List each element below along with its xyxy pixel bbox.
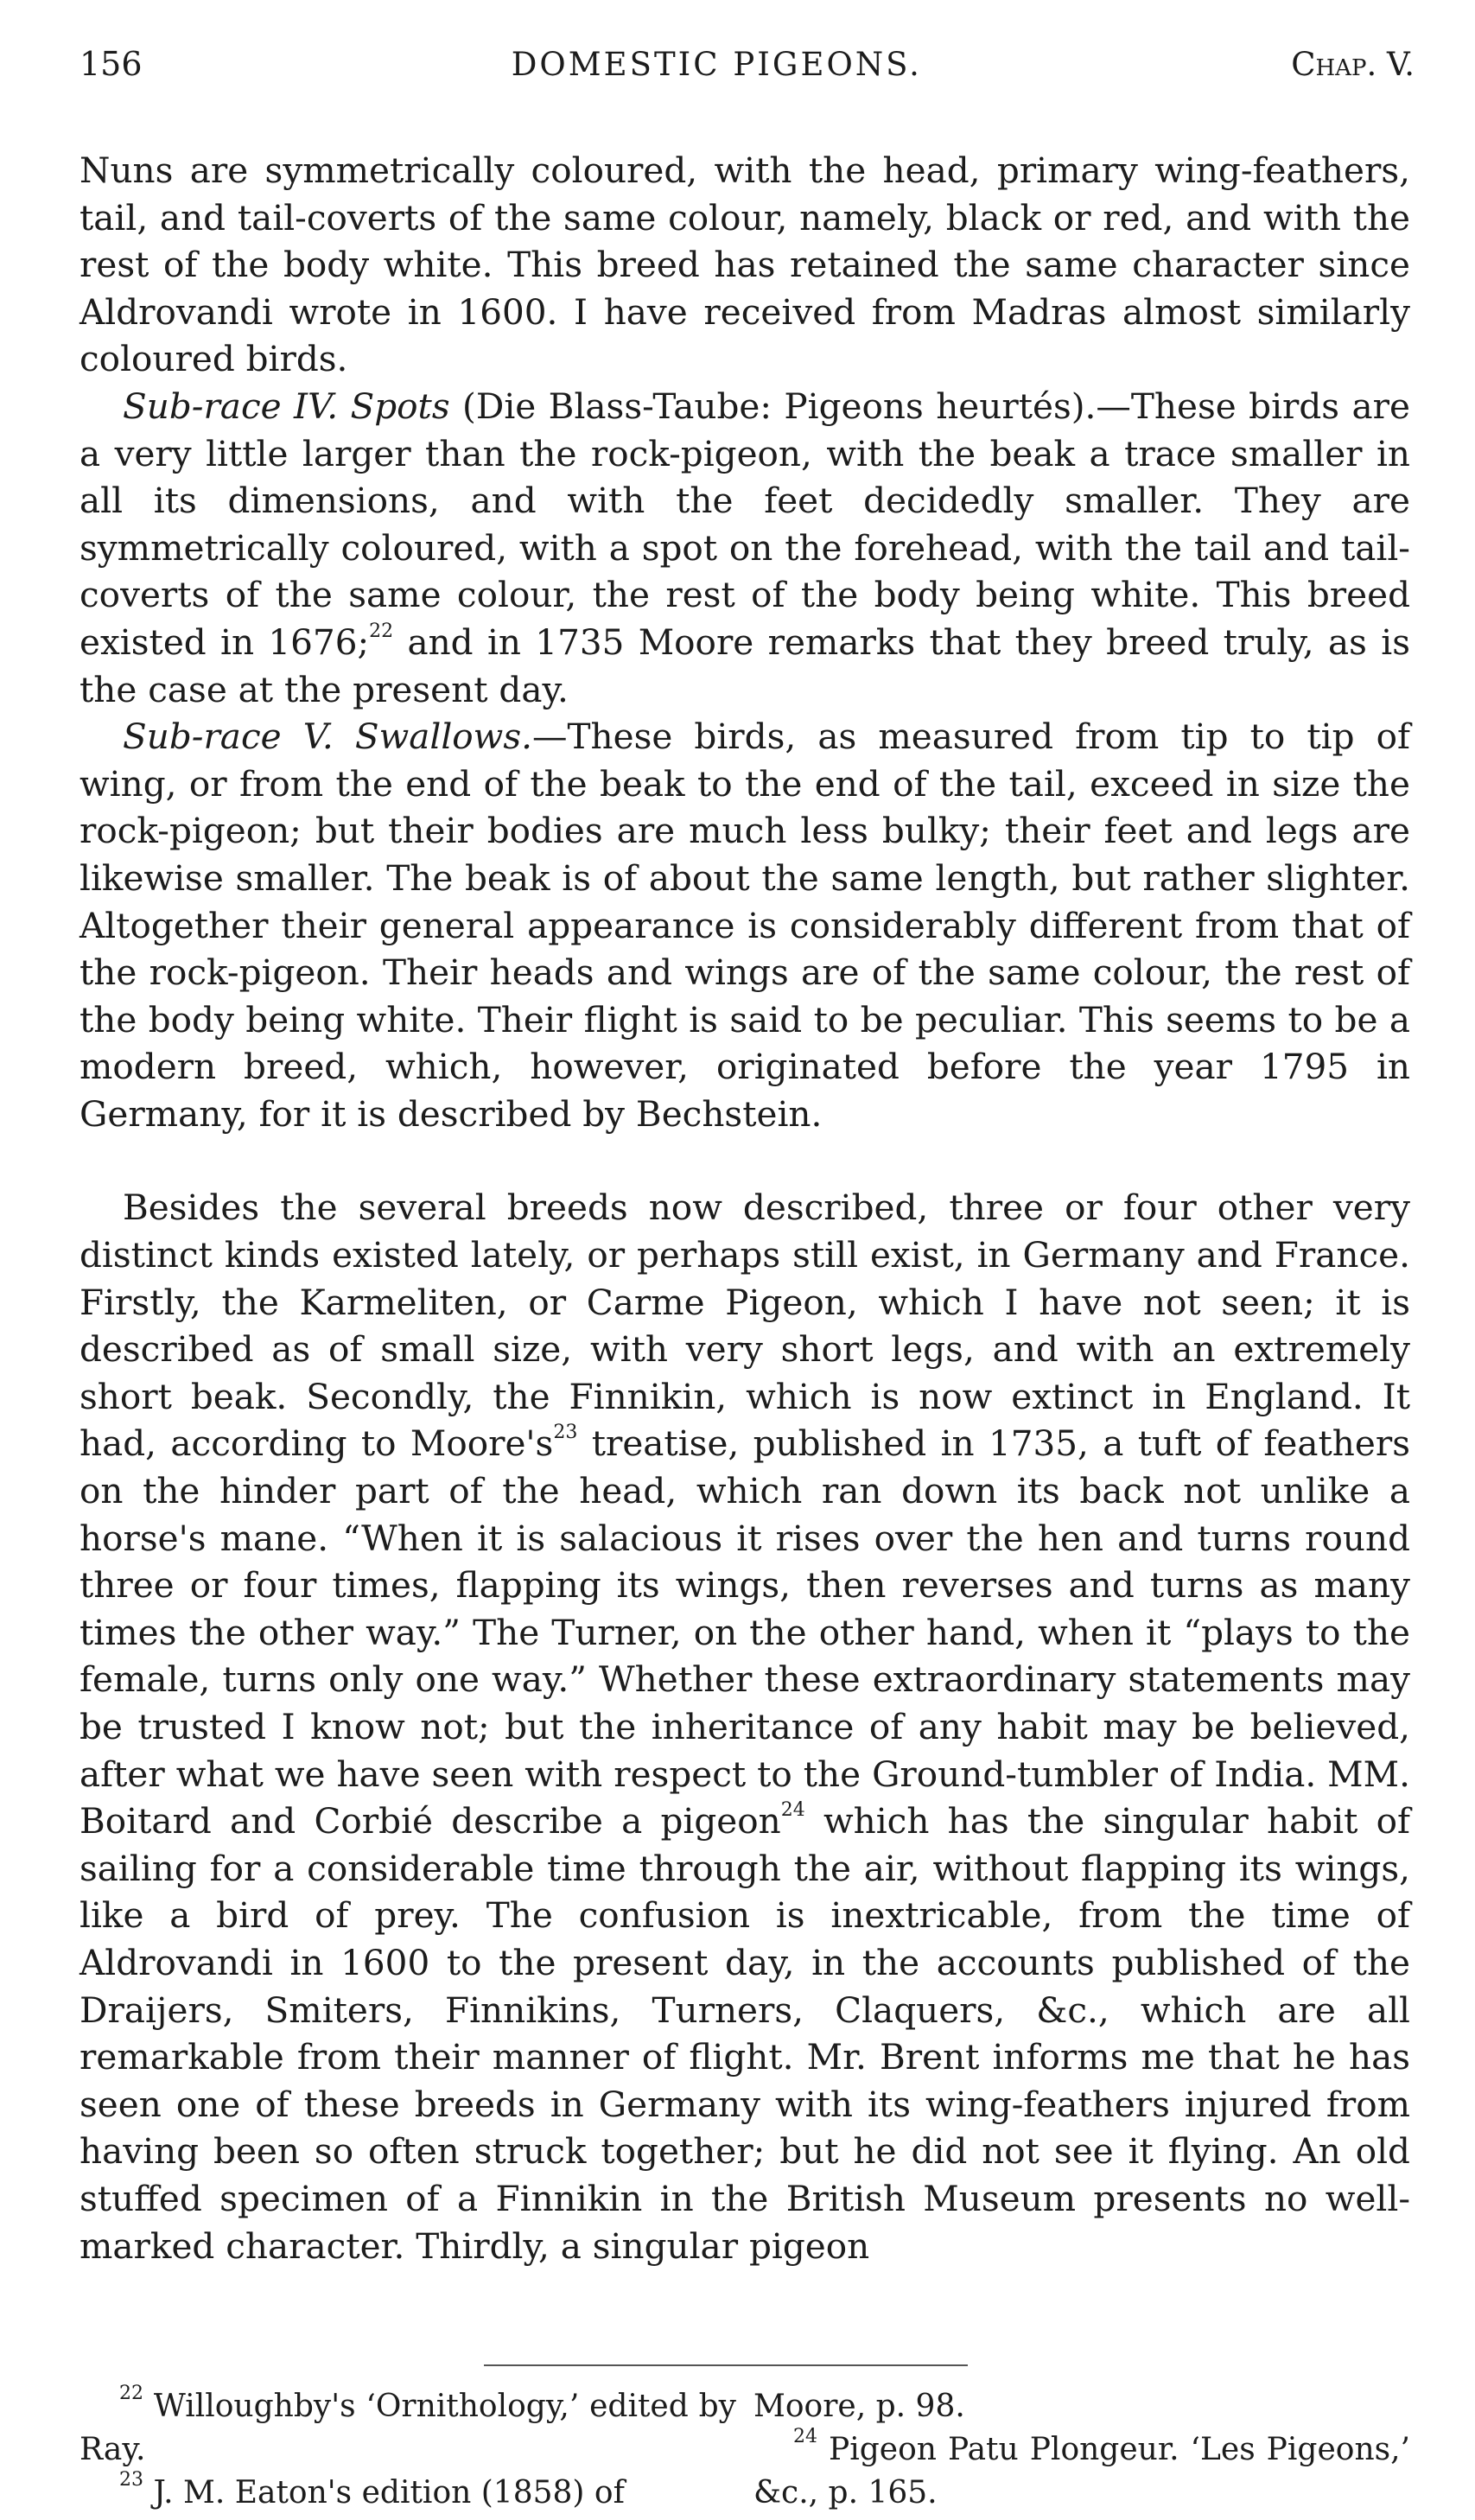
subrace-heading: Sub-race IV. Spots [123, 385, 450, 427]
subrace-heading: Sub-race V. Swallows. [123, 716, 533, 758]
running-title: DOMESTIC PIGEONS. [511, 46, 922, 83]
paragraph-text: which has the singular habit of sailing for a considerable time through the air, without flapping its wings, like a bird of prey. The confusion is inextricable, from the time of Aldrovandi in 1600 to the present day, in the accounts published of the Draijers, Smiters, Finnikins, Turners, Claquers, &c., which are all remarkable from their manner of flight. Mr. Brent informs me that he has seen one of these breeds in Germany with its wing-feathers injured from having been so often struck together; but he did not see it flying. An old stuffed specimen of a Finnikin in the British Museum presents no well-marked character. Thirdly, a singular pigeon [79, 1800, 1410, 2267]
footnote-24 [753, 2428, 1410, 2515]
paragraph-other-breeds [79, 1184, 1410, 2269]
footnote-number: 24 [793, 2426, 817, 2447]
footnote-column-left [79, 2385, 736, 2515]
footnotes [79, 2385, 1410, 2515]
footnote-ref: 24 [780, 1799, 805, 1822]
footnote-divider [484, 2364, 968, 2366]
paragraph-text: Besides the several breeds now described, three or four other very distinct kinds existed lately, or perhaps still exist, in Germany and France. Firstly, the Karmeliten, or Carme Pigeon, which I have not seen; it is described as of small size, with very short legs, and with an extremely short beak. Secondly, the Finnikin, which is now extinct in England. It had, according to Moore's [79, 1187, 1410, 1465]
footnote-text: J. M. Eaton's edition (1858) of [143, 2475, 625, 2510]
running-header [79, 45, 1415, 97]
footnote-23-continued: Moore, p. 98. [753, 2389, 965, 2424]
paragraph-text: and in 1735 Moore remarks that they breed truly, as is the case at the present day. [79, 620, 1410, 710]
footnote-number: 22 [119, 2383, 143, 2404]
chapter-label: Chap. V. [1291, 46, 1415, 83]
page-number: 156 [79, 45, 143, 83]
footnote-ref: 23 [553, 1422, 578, 1444]
paragraph-text: —These birds, as measured from tip to tip of wing, or from the end of the beak to the end of the tail, exceed in size the rock-pigeon; but their bodies are much less bulky; their feet and legs are likewise smaller. The beak is of about the same length, but rather slighter. Altogether their general appearance is considerably different from that of the rock-pigeon. Their heads and wings are of the same colour, the rest of the body being white. Their flight is said to be peculiar. This seems to be a modern breed, which, however, originated before the year 1795 in Germany, for it is described by Bechstein. [79, 716, 1410, 1135]
footnote-23 [79, 2469, 736, 2515]
footnote-number: 23 [119, 2469, 143, 2491]
paragraph-nuns: Nuns are symmetrically coloured, with the head, primary wing-feathers, tail, and tail-coverts of the same colour, namely, black or red, and with the rest of the body white. This breed has retained the same character since Aldrovandi wrote in 1600. I have received from Madras almost similarly coloured birds. [79, 150, 1410, 380]
footnote-text: Pigeon Patu Plongeur. ‘Les Pigeons,’ &c., p. 165. [753, 2432, 1410, 2510]
footnote-text: Willoughby's ‘Ornithology,’ edited by Ray. [79, 2389, 736, 2467]
paragraph-spots [79, 383, 1410, 713]
footnote-column-right [753, 2385, 1410, 2515]
paragraph-text: (Die Blass-Taube: Pigeons heurtés).—These birds are a very little larger than the rock-pigeon, with the beak a trace smaller in all its dimensions, and with the feet decidedly smaller. They are symmetrically coloured, with a spot on the forehead, with the tail and tail-coverts of the same colour, the rest of the body being white. This breed existed in 1676; [79, 385, 1410, 663]
footnote-ref: 22 [369, 620, 394, 642]
main-text [79, 147, 1410, 2269]
footnote-22 [79, 2385, 736, 2472]
paragraph-text: treatise, published in 1735, a tuft of feathers on the hinder part of the head, which ran down its back not unlike a horse's mane. “When it is salacious it rises over the hen and turns round three or four times, flapping its wings, then reverses and turns as many times the other way.” The Turner, on the other hand, when it “plays to the female, turns only one way.” Whether these extraordinary statements may be trusted I know not; but the inheritance of any habit may be believed, after what we have seen with respect to the Ground-tumbler of India. MM. Boitard and Corbié describe a pigeon [79, 1422, 1410, 1842]
paragraph-swallows [79, 713, 1410, 1137]
